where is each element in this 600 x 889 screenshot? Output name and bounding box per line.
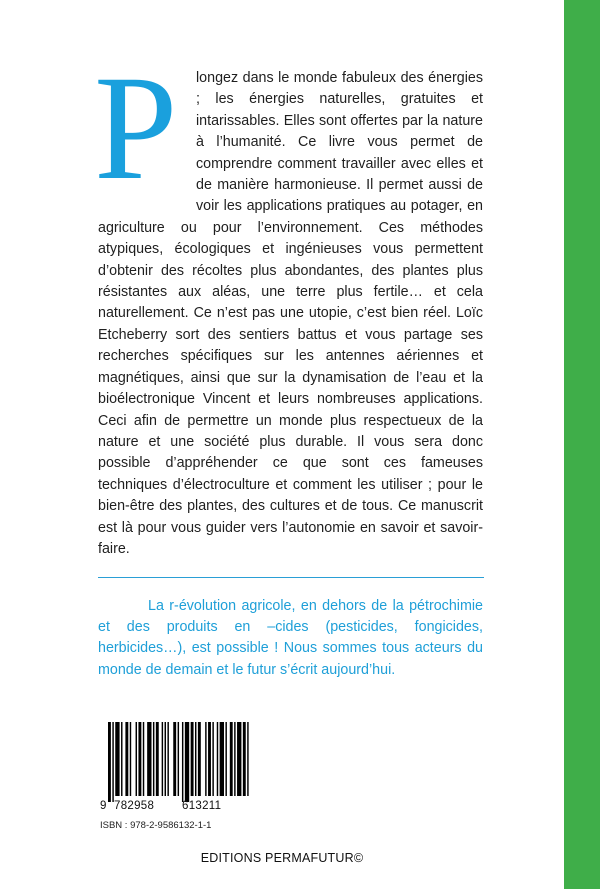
barcode-digit-first: 9 bbox=[100, 800, 107, 812]
drop-cap-letter: P bbox=[94, 45, 178, 211]
blurb-text: longez dans le monde fabuleux des énergies ; les énergies naturelles, gratuites et intarissables. Elles sont offertes par la nature à l’humanité. Ce livre vous permet de comprendre comment travailler avec elles et de manière harmonieuse. Il permet aussi de voir les applications pratiques au potager, en agriculture ou pour l’environnement. Ces méthodes atypiques, écologiques et ingénieuses vous permettent d’obtenir des récoltes plus abondantes, des plantes plus résistantes aux aléas, une terre plus fertile… et cela naturellement. Ce n’est pas une utopie, c’est bien réel. Loïc Etcheberry sort des sentiers battus et vous partage ses recherches spécifiques sur les antennes aériennes et magnétiques, ainsi que sur la dynamisation de l’eau et la bioélectronique Vincent et leurs nombreuses applications. Ceci afin de permettre un monde plus respectueux de la nature et une société plus durable. Il vous sera donc possible d’appréhender ce que sont ces fameuses techniques d’électroculture et comment les utiliser ; pour le bien-être des plantes, des cultures et de tous. Ce manuscrit est là pour vous guider vers l’autonomie en savoir et savoir-faire. bbox=[98, 70, 483, 557]
barcode-digits-left: 782958 bbox=[114, 800, 155, 812]
tagline-quote: La r-évolution agricole, en dehors de la pétrochimie et des produits en –cides (pesticides, fongicides, herbicides…), est possible ! Nous sommes tous acteurs du monde de demain et le futur s’écrit aujourd’hui. bbox=[98, 598, 483, 678]
barcode-digits-right: 613211 bbox=[182, 800, 222, 812]
isbn-label: ISBN : 978-2-9586132-1-1 bbox=[100, 820, 212, 831]
isbn-barcode bbox=[100, 722, 250, 802]
blurb-paragraph bbox=[94, 45, 483, 560]
section-divider bbox=[98, 577, 484, 578]
barcode-number bbox=[100, 800, 250, 812]
spine-color-band bbox=[564, 0, 600, 889]
publisher-name: EDITIONS PERMAFUTUR© bbox=[200, 851, 364, 865]
